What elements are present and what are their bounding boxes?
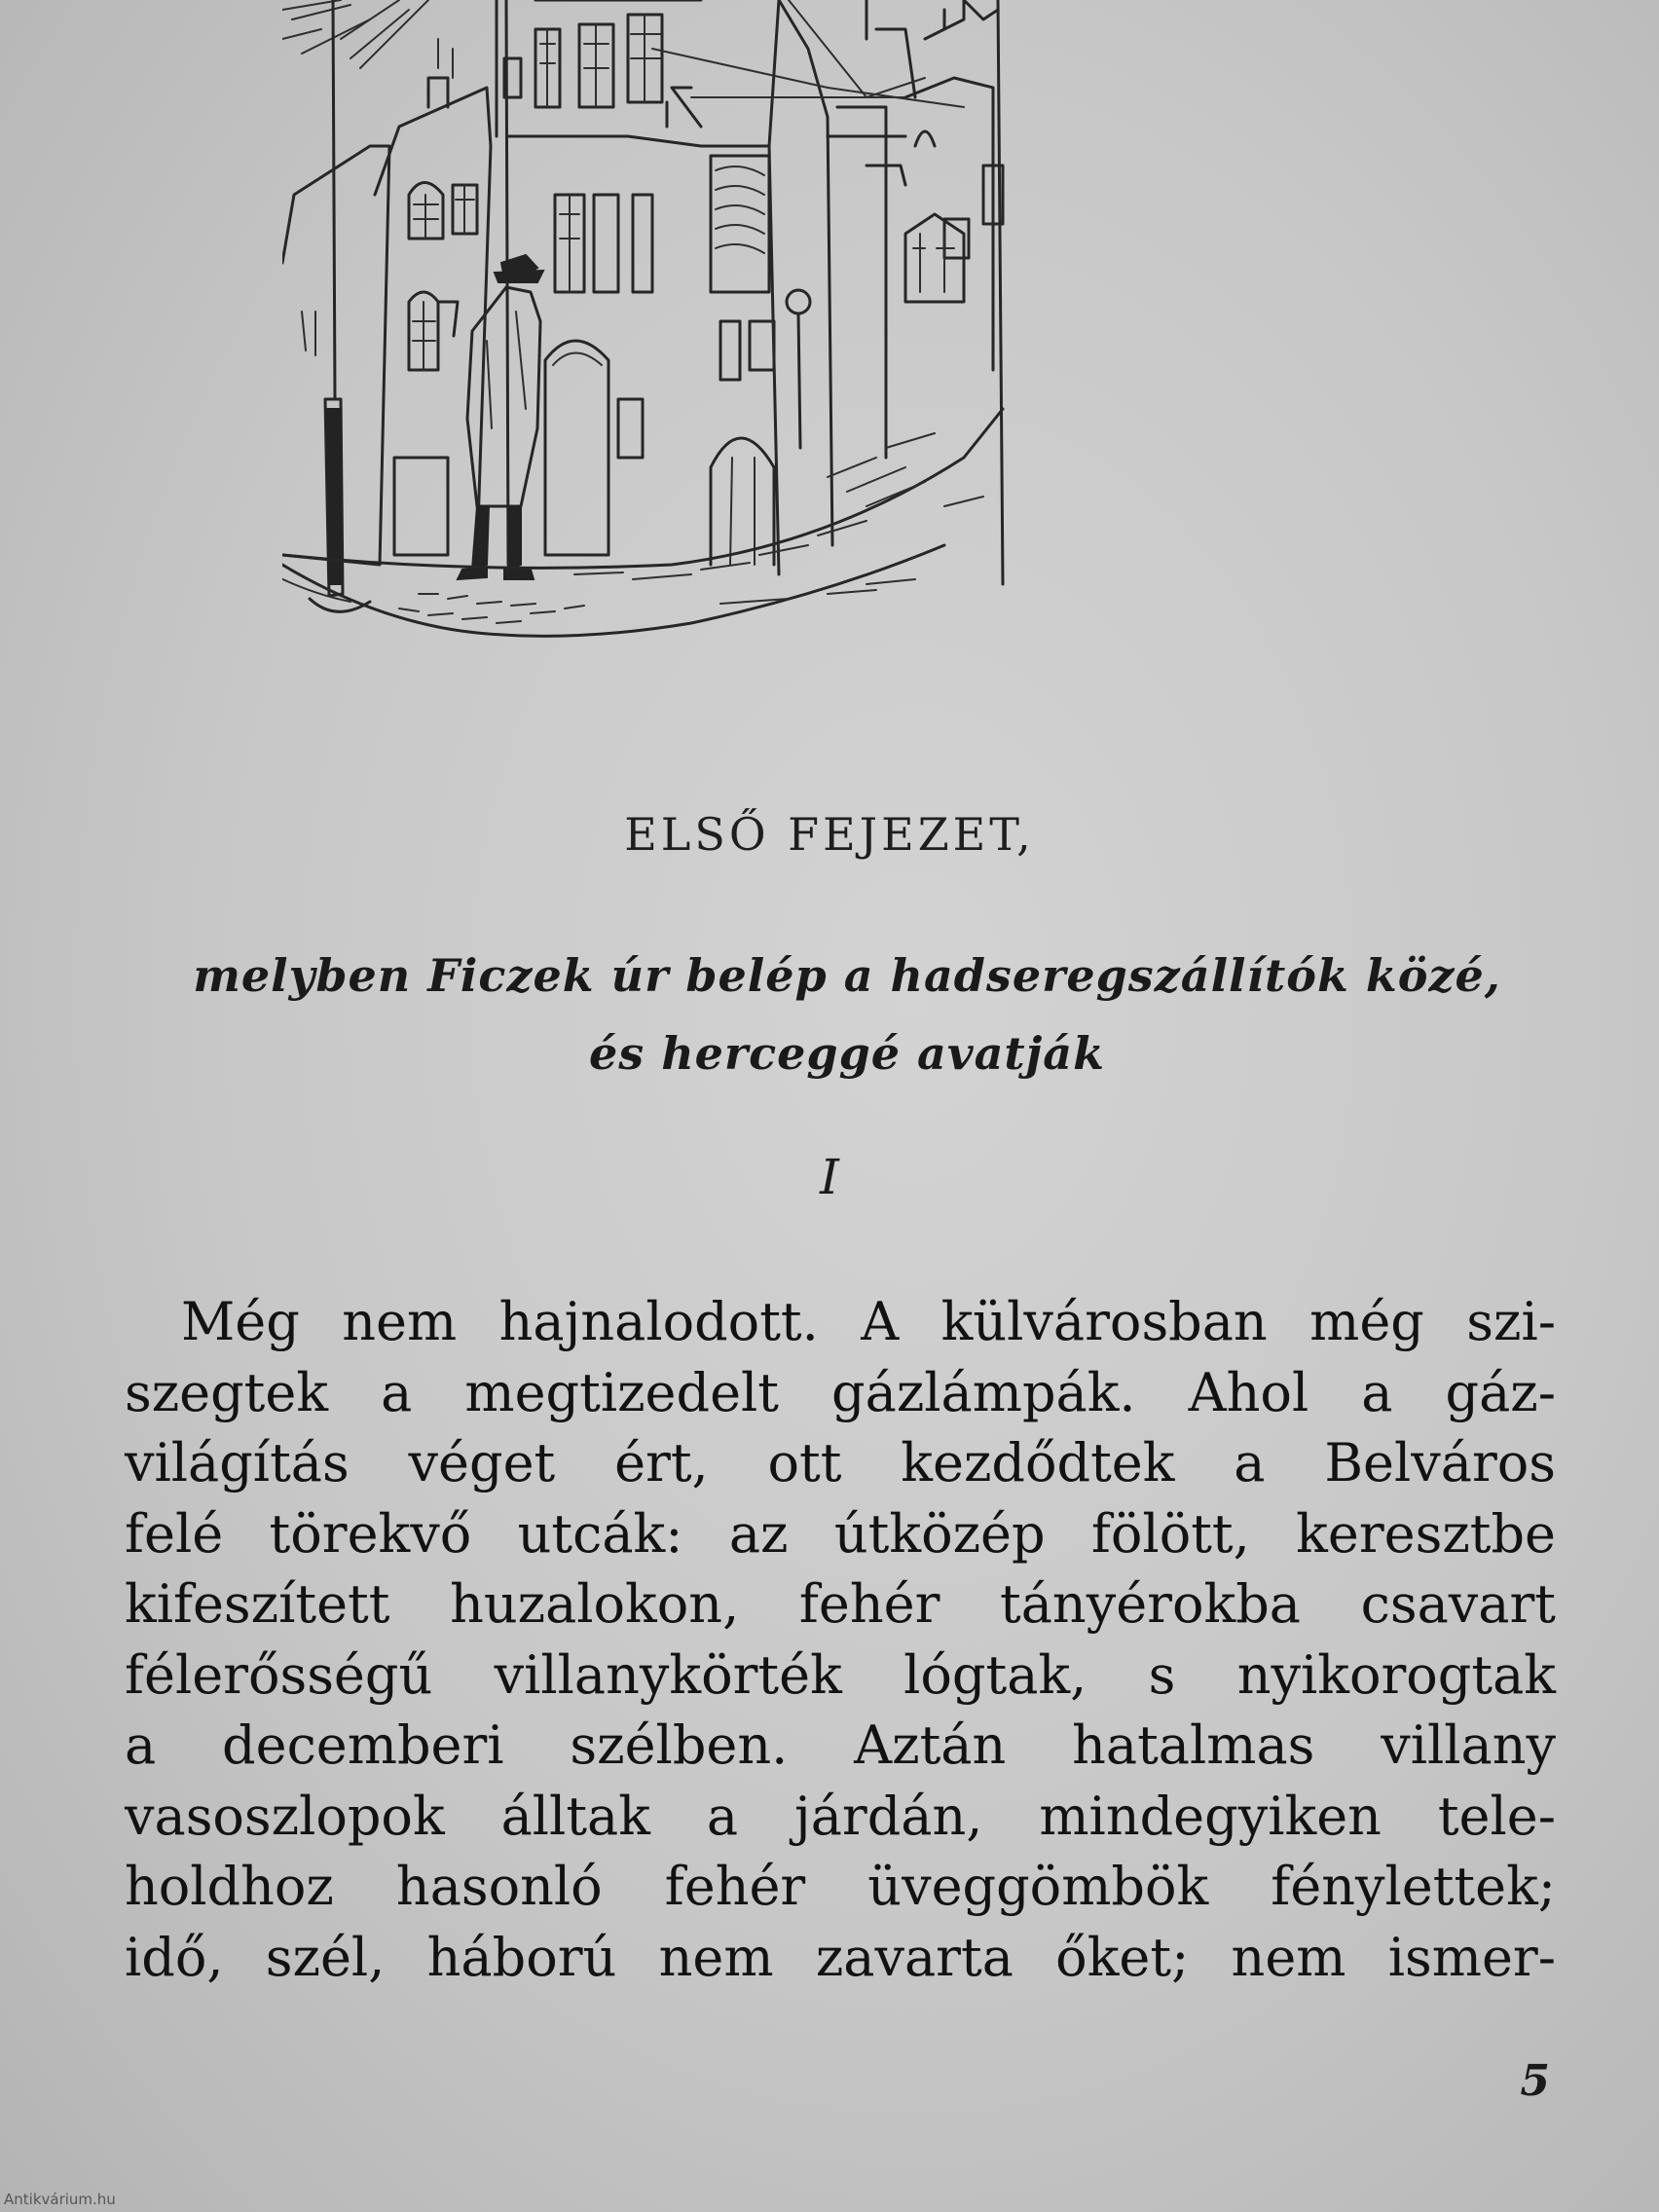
body-line: vasoszlopok álltak a járdán, mindegyiken tele-: [125, 1785, 1556, 1847]
chimneys: [428, 0, 701, 565]
tree-branches: [282, 0, 428, 68]
page-number: 5: [1520, 2056, 1550, 2106]
chapter-subtitle: [127, 937, 1567, 1092]
central-building: [508, 15, 701, 555]
lamp-post: [310, 0, 370, 611]
left-building: [282, 88, 491, 565]
body-line: Még nem hajnalodott. A külvárosban még szi-: [181, 1291, 1556, 1352]
body-line: idő, szél, háború nem zavarta őket; nem ismer-: [125, 1926, 1556, 1988]
body-text: [125, 1287, 1556, 1993]
right-middle-building: [667, 0, 779, 574]
section-number: I: [820, 1149, 839, 1205]
street-scene-illustration: [282, 0, 1382, 701]
body-line: világítás véget ért, ott kezdődtek a Belváros: [125, 1432, 1556, 1493]
body-line: szegtek a megtizedelt gázlámpák. Ahol a gáz-: [125, 1361, 1556, 1423]
body-line: kifeszített huzalokon, fehér tányérokba csavart: [125, 1573, 1556, 1635]
body-line: holdhoz hasonló fehér üveggömbök fénylettek;: [125, 1856, 1556, 1917]
body-line: a decemberi szélben. Aztán hatalmas villany: [125, 1714, 1556, 1776]
man-figure: [458, 255, 543, 579]
watermark-text: Antikvárium.hu: [4, 2191, 116, 2208]
chapter-subtitle-line-2: és herceggé avatják: [589, 1027, 1105, 1080]
chapter-subtitle-line-1: melyben Ficzek úr belép a hadseregszállítók közé,: [193, 949, 1501, 1002]
chapter-title: ELSŐ FEJEZET,: [624, 808, 1035, 861]
street-sign: [787, 131, 935, 448]
overhead-wires: [652, 49, 964, 107]
body-line: felé törekvő utcák: az útközép fölött, keresztbe: [125, 1502, 1556, 1565]
body-line: félerősségű villanykörték lógtak, s nyikorogtak: [125, 1643, 1556, 1706]
